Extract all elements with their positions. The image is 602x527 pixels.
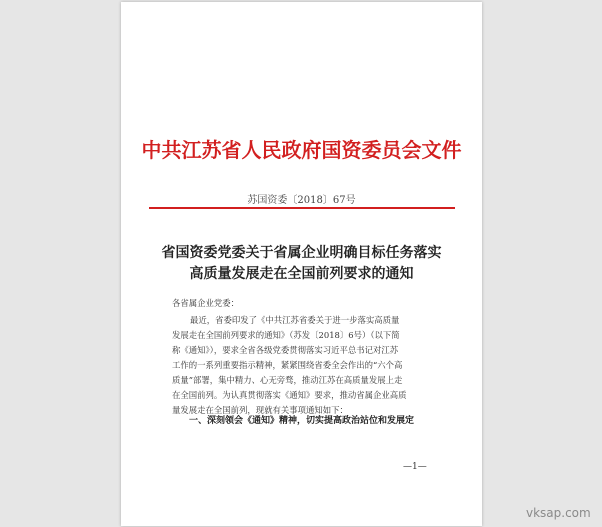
salutation: 各省属企业党委： bbox=[172, 298, 239, 308]
paragraph-line: 在全国前列。为认真贯彻落实《通知》要求，推动省属企业高质 bbox=[172, 390, 407, 400]
paragraph-line: 工作的一系列重要指示精神，紧紧围绕省委全会作出的“六个高 bbox=[172, 360, 403, 370]
masthead-title: 中共江苏省人民政府国资委员会文件 bbox=[141, 138, 462, 162]
document-page bbox=[121, 2, 482, 526]
paragraph-line: 质量”部署，集中精力、心无旁骛，推动江苏在高质量发展上走 bbox=[172, 375, 403, 385]
page-number: —1— bbox=[403, 462, 427, 472]
paragraph-line: 发展走在全国前列要求的通知》（苏发〔2018〕6号）（以下简 bbox=[172, 330, 400, 340]
red-divider-line bbox=[149, 207, 455, 209]
paragraph-line: 量发展走在全国前列，现就有关事项通知如下： bbox=[172, 405, 348, 415]
section-heading-1: 一、深刻领会《通知》精神，切实提高政治站位和发展定 bbox=[189, 416, 415, 426]
notice-title-line-2: 高质量发展走在全国前列要求的通知 bbox=[189, 266, 414, 282]
paragraph-line: 称《通知》），要求全省各级党委贯彻落实习近平总书记对江苏 bbox=[172, 345, 399, 355]
paragraph-line: 最近，省委印发了《中共江苏省委关于进一步落实高质量 bbox=[190, 315, 400, 325]
document-number: 苏国资委〔2018〕67号 bbox=[247, 195, 356, 206]
notice-title-line-1: 省国资委党委关于省属企业明确目标任务落实 bbox=[161, 245, 442, 261]
body-paragraph bbox=[172, 314, 407, 419]
site-watermark: vksap.com bbox=[526, 506, 591, 520]
